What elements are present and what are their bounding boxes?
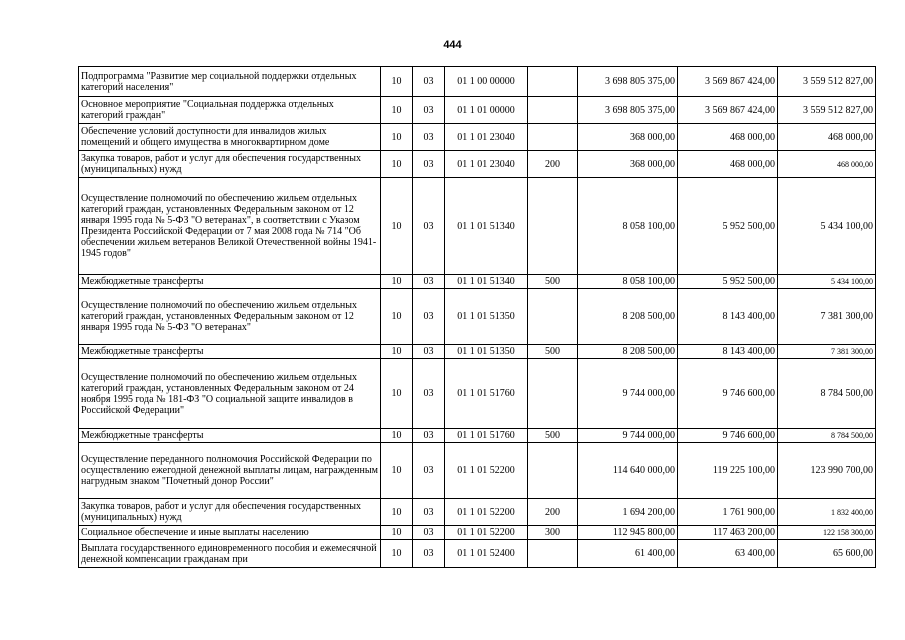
cell-expense-type (528, 67, 578, 97)
cell-amount-year-1: 8 058 100,00 (578, 178, 678, 275)
cell-target-code: 01 1 01 51350 (445, 345, 528, 359)
cell-amount-year-1: 114 640 000,00 (578, 443, 678, 499)
cell-amount-year-1: 368 000,00 (578, 124, 678, 151)
budget-table (78, 66, 876, 568)
page-number: 444 (443, 39, 462, 51)
cell-expense-type: 500 (528, 345, 578, 359)
cell-expense-type: 300 (528, 526, 578, 540)
table-row (79, 97, 876, 124)
cell-target-code: 01 1 01 52200 (445, 443, 528, 499)
cell-subsection: 03 (413, 499, 445, 526)
cell-name: Обеспечение условий доступности для инвалидов жилых помещений и общего имущества в многоквартирном доме (79, 124, 381, 151)
cell-expense-type (528, 289, 578, 345)
cell-target-code: 01 1 01 51350 (445, 289, 528, 345)
cell-expense-type: 200 (528, 151, 578, 178)
cell-amount-year-2: 117 463 200,00 (678, 526, 778, 540)
cell-name: Осуществление полномочий по обеспечению жильем отдельных категорий граждан, установленных Федеральным законом от 12 января 1995 года № 5-ФЗ "О ветеранах", в соответствии с Указом Президента Российской Федерации от 7 мая 2008 года № 714 "Об обеспечении жильем ветеранов Великой Отечественной войны 1941-1945 годов" (79, 178, 381, 275)
cell-amount-year-3: 122 158 300,00 (778, 526, 876, 540)
cell-amount-year-1: 8 208 500,00 (578, 345, 678, 359)
cell-name: Осуществление полномочий по обеспечению жильем отдельных категорий граждан, установленных Федеральным законом от 12 января 1995 года № 5-ФЗ "О ветеранах" (79, 289, 381, 345)
cell-expense-type (528, 443, 578, 499)
cell-expense-type (528, 97, 578, 124)
cell-section: 10 (381, 526, 413, 540)
cell-expense-type (528, 540, 578, 568)
cell-amount-year-2: 5 952 500,00 (678, 178, 778, 275)
cell-amount-year-1: 9 744 000,00 (578, 429, 678, 443)
cell-amount-year-3: 8 784 500,00 (778, 429, 876, 443)
budget-table-body (79, 67, 876, 568)
cell-name: Осуществление полномочий по обеспечению жильем отдельных категорий граждан, установленных Федеральным законом от 24 ноября 1995 года № 181-ФЗ "О социальной защите инвалидов в Российской Федерации" (79, 359, 381, 429)
cell-subsection: 03 (413, 443, 445, 499)
cell-subsection: 03 (413, 345, 445, 359)
cell-amount-year-2: 5 952 500,00 (678, 275, 778, 289)
table-row (79, 178, 876, 275)
cell-name: Межбюджетные трансферты (79, 275, 381, 289)
cell-section: 10 (381, 443, 413, 499)
cell-amount-year-3: 468 000,00 (778, 124, 876, 151)
cell-subsection: 03 (413, 178, 445, 275)
cell-section: 10 (381, 178, 413, 275)
table-row (79, 275, 876, 289)
cell-amount-year-1: 9 744 000,00 (578, 359, 678, 429)
cell-expense-type: 500 (528, 429, 578, 443)
cell-amount-year-1: 8 208 500,00 (578, 289, 678, 345)
cell-subsection: 03 (413, 540, 445, 568)
cell-name: Осуществление переданного полномочия Российской Федерации по осуществлению ежегодной денежной выплаты лицам, награжденным нагрудным знаком "Почетный донор России" (79, 443, 381, 499)
cell-name: Закупка товаров, работ и услуг для обеспечения государственных (муниципальных) нужд (79, 499, 381, 526)
cell-section: 10 (381, 429, 413, 443)
cell-amount-year-3: 5 434 100,00 (778, 178, 876, 275)
cell-target-code: 01 1 01 00000 (445, 97, 528, 124)
cell-amount-year-1: 61 400,00 (578, 540, 678, 568)
table-row (79, 345, 876, 359)
cell-subsection: 03 (413, 429, 445, 443)
cell-name: Межбюджетные трансферты (79, 345, 381, 359)
cell-target-code: 01 1 01 51340 (445, 178, 528, 275)
cell-amount-year-2: 119 225 100,00 (678, 443, 778, 499)
cell-subsection: 03 (413, 526, 445, 540)
table-row (79, 67, 876, 97)
cell-target-code: 01 1 01 52200 (445, 499, 528, 526)
cell-amount-year-2: 8 143 400,00 (678, 345, 778, 359)
cell-name: Выплата государственного единовременного пособия и ежемесячной денежной компенсации гражданам при (79, 540, 381, 568)
cell-section: 10 (381, 124, 413, 151)
cell-amount-year-1: 3 698 805 375,00 (578, 67, 678, 97)
cell-amount-year-2: 8 143 400,00 (678, 289, 778, 345)
table-row (79, 526, 876, 540)
cell-name: Социальное обеспечение и иные выплаты населению (79, 526, 381, 540)
cell-amount-year-1: 368 000,00 (578, 151, 678, 178)
cell-amount-year-2: 9 746 600,00 (678, 359, 778, 429)
cell-amount-year-2: 1 761 900,00 (678, 499, 778, 526)
cell-amount-year-2: 3 569 867 424,00 (678, 97, 778, 124)
table-row (79, 124, 876, 151)
cell-name: Подпрограмма "Развитие мер социальной поддержки отдельных категорий населения" (79, 67, 381, 97)
cell-section: 10 (381, 499, 413, 526)
cell-amount-year-3: 8 784 500,00 (778, 359, 876, 429)
cell-amount-year-3: 468 000,00 (778, 151, 876, 178)
cell-amount-year-2: 63 400,00 (678, 540, 778, 568)
cell-expense-type (528, 359, 578, 429)
cell-expense-type (528, 124, 578, 151)
cell-amount-year-2: 9 746 600,00 (678, 429, 778, 443)
cell-amount-year-1: 112 945 800,00 (578, 526, 678, 540)
cell-target-code: 01 1 01 52200 (445, 526, 528, 540)
cell-section: 10 (381, 359, 413, 429)
cell-amount-year-2: 468 000,00 (678, 151, 778, 178)
cell-expense-type (528, 178, 578, 275)
cell-amount-year-3: 123 990 700,00 (778, 443, 876, 499)
table-row (79, 429, 876, 443)
cell-subsection: 03 (413, 67, 445, 97)
table-row (79, 151, 876, 178)
cell-section: 10 (381, 151, 413, 178)
cell-name: Основное мероприятие "Социальная поддержка отдельных категорий граждан" (79, 97, 381, 124)
cell-target-code: 01 1 01 23040 (445, 151, 528, 178)
cell-amount-year-3: 3 559 512 827,00 (778, 67, 876, 97)
table-row (79, 443, 876, 499)
cell-expense-type: 200 (528, 499, 578, 526)
cell-target-code: 01 1 01 51340 (445, 275, 528, 289)
cell-section: 10 (381, 275, 413, 289)
cell-amount-year-2: 3 569 867 424,00 (678, 67, 778, 97)
cell-subsection: 03 (413, 97, 445, 124)
cell-target-code: 01 1 01 51760 (445, 359, 528, 429)
cell-section: 10 (381, 97, 413, 124)
cell-section: 10 (381, 67, 413, 97)
cell-subsection: 03 (413, 275, 445, 289)
cell-section: 10 (381, 540, 413, 568)
cell-amount-year-1: 3 698 805 375,00 (578, 97, 678, 124)
cell-amount-year-3: 7 381 300,00 (778, 345, 876, 359)
cell-amount-year-1: 1 694 200,00 (578, 499, 678, 526)
cell-subsection: 03 (413, 289, 445, 345)
table-row (79, 540, 876, 568)
cell-amount-year-3: 1 832 400,00 (778, 499, 876, 526)
cell-amount-year-2: 468 000,00 (678, 124, 778, 151)
cell-amount-year-3: 65 600,00 (778, 540, 876, 568)
cell-amount-year-3: 3 559 512 827,00 (778, 97, 876, 124)
cell-target-code: 01 1 00 00000 (445, 67, 528, 97)
cell-subsection: 03 (413, 124, 445, 151)
cell-target-code: 01 1 01 51760 (445, 429, 528, 443)
cell-amount-year-1: 8 058 100,00 (578, 275, 678, 289)
cell-subsection: 03 (413, 359, 445, 429)
cell-amount-year-3: 7 381 300,00 (778, 289, 876, 345)
cell-name: Закупка товаров, работ и услуг для обеспечения государственных (муниципальных) нужд (79, 151, 381, 178)
cell-section: 10 (381, 289, 413, 345)
cell-section: 10 (381, 345, 413, 359)
cell-target-code: 01 1 01 23040 (445, 124, 528, 151)
table-row (79, 289, 876, 345)
cell-name: Межбюджетные трансферты (79, 429, 381, 443)
cell-subsection: 03 (413, 151, 445, 178)
cell-target-code: 01 1 01 52400 (445, 540, 528, 568)
cell-expense-type: 500 (528, 275, 578, 289)
table-row (79, 359, 876, 429)
cell-amount-year-3: 5 434 100,00 (778, 275, 876, 289)
table-row (79, 499, 876, 526)
